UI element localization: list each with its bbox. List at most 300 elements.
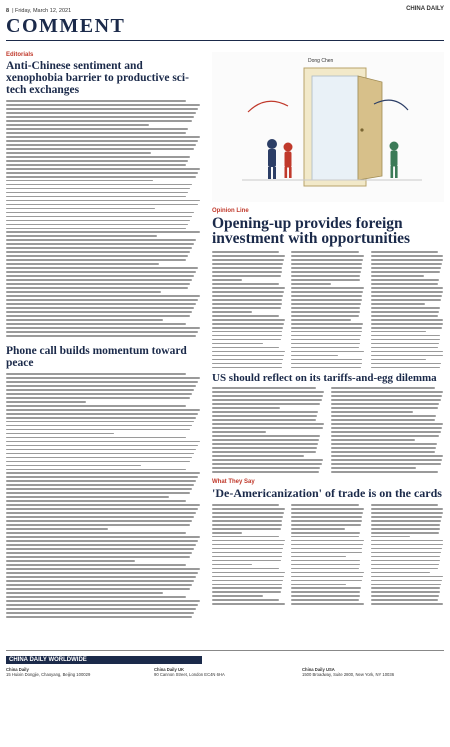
body-text-line [291,275,360,277]
body-text-line [6,568,200,570]
body-text-line [6,564,186,566]
body-text-line [291,587,361,589]
body-text-line [212,403,320,405]
body-text-line [212,439,319,441]
body-text-line [6,429,190,431]
body-text-line [331,455,443,457]
body-text-line [6,536,200,538]
body-text-line [212,343,263,345]
body-text-line [212,271,282,273]
body-text-line [6,152,151,154]
body-text-line [371,572,430,574]
body-text-line [291,303,361,305]
body-text-line [291,319,350,321]
body-text-line [291,367,361,369]
body-text-line [6,100,186,102]
body-text-line [212,455,304,457]
body-text-line [6,224,188,226]
footer-rule [6,650,444,651]
body-text-line [371,508,444,510]
body-text-line [6,220,190,222]
body-text-line [6,323,186,325]
body-text-line [371,327,442,329]
body-text-line [291,335,361,337]
footer-office-title: China Daily [6,667,29,672]
body-text-line [212,275,281,277]
body-text-line [212,504,279,506]
editorial-headline-2: Phone call builds momentum toward peace [6,344,187,369]
body-text-line [6,263,159,265]
body-text-line [371,548,442,550]
body-text-line [6,393,192,395]
body-text-line [331,451,435,453]
body-text-line [212,584,282,586]
body-text-line [291,584,346,586]
body-text-line [6,588,190,590]
body-text-line [6,120,192,122]
body-text-line [212,576,284,578]
body-text-line [212,587,282,589]
body-text-line [371,315,438,317]
body-text-line [6,192,188,194]
footer-bar: CHINA DAILY WORLDWIDE [6,656,202,664]
body-text-line [6,504,200,506]
body-text-line [6,311,192,313]
illustration-credit: Dong Chen [308,58,334,64]
body-text-line [371,311,439,313]
body-text-line [6,540,198,542]
body-text-line [6,560,135,562]
body-text-line [6,604,198,606]
body-text-line [212,431,266,433]
body-text-line [371,259,443,261]
body-text-line [291,271,361,273]
publication-name: CHINA DAILY [406,6,444,12]
body-text-line [291,528,345,530]
editorial-body-2 [6,373,202,618]
body-text-line [212,359,283,361]
body-text-line [6,480,196,482]
body-text-line [6,239,196,241]
body-text-line [371,299,441,301]
footer-office-beijing [6,667,148,677]
body-text-line [371,359,427,361]
body-text-line [371,532,439,534]
body-text-line [6,108,198,110]
body-text-line [212,331,282,333]
body-text-line [291,283,331,285]
body-text-line [212,387,316,389]
body-text-line [331,387,435,389]
footer-office-title: China Daily UK [154,667,185,672]
body-text-line [212,407,280,409]
body-text-line [371,587,441,589]
body-text-line [6,556,190,558]
body-text-line [371,524,441,526]
body-text-line [212,516,283,518]
body-text-line [6,247,192,249]
what-they-say-kicker: What They Say [212,478,255,485]
body-text-line [291,351,364,353]
body-text-line [6,104,200,106]
masthead-footer [6,656,444,742]
body-text-line [371,319,444,321]
body-text-line [6,488,192,490]
body-text-line [6,449,196,451]
body-text-line [212,295,283,297]
body-text-line [371,552,441,554]
body-text-line [6,572,198,574]
body-text-line [212,595,263,597]
body-text-line [6,279,192,281]
body-text-line [212,251,279,253]
body-text-line [212,459,323,461]
body-text-line [291,599,358,601]
body-text-line [291,339,360,341]
body-text-line [291,552,361,554]
opinion-kicker: Opinion Line [212,208,249,214]
body-text-line [212,287,285,289]
body-text-line [291,508,364,510]
body-text-line [6,596,186,598]
body-text-line [6,228,186,230]
body-text-line [6,208,155,210]
body-text-line [291,299,361,301]
illustration-image [212,52,444,202]
body-text-line [6,608,196,610]
body-text-line [6,140,198,142]
opinion-body [212,251,444,368]
body-text-line [371,255,444,257]
body-text-line [6,524,190,526]
body-text-line [6,148,194,150]
body-text-line [291,331,361,333]
page-number: 8 [6,7,10,14]
body-text-line [212,540,285,542]
body-text-line [291,536,358,538]
body-text-line [212,471,319,473]
body-text-line [6,377,200,379]
editorials-kicker: Editorials [6,52,34,58]
body-text-line [212,279,242,281]
body-text-line [212,255,285,257]
body-text-line [6,433,114,435]
body-text-line [6,295,200,297]
body-text-line [371,295,442,297]
body-text-line [291,251,358,253]
body-text-line [6,259,186,261]
body-text-line [291,603,364,605]
body-text-line [6,584,192,586]
body-text-line [331,435,439,437]
body-text-line [291,343,359,345]
body-text-line [371,568,438,570]
body-text-line [212,556,282,558]
body-text-line [331,443,437,445]
body-text-line [331,407,438,409]
body-text-line [6,319,163,321]
body-text-line [6,216,192,218]
body-text-line [6,381,198,383]
body-text-line [6,283,190,285]
body-text-line [291,568,358,570]
body-text-line [212,355,284,357]
body-text-line [291,267,361,269]
body-text-line [6,576,196,578]
body-text-line [6,413,198,415]
body-text-line [6,389,194,391]
body-text-line [6,469,186,471]
body-text-line [291,544,363,546]
body-text-line [6,453,194,455]
body-text-line [6,200,200,202]
body-text-line [371,580,442,582]
body-text-line [6,168,200,170]
body-text-line [6,180,153,182]
body-text-line [371,363,441,365]
footer-office-address: 1500 Broadway, Suite 2800, New York, NY 10036 [302,672,395,677]
body-text-line [291,279,359,281]
body-text-line [6,212,194,214]
body-text-line [331,463,441,465]
body-text-line [212,599,279,601]
body-text-line [291,595,359,597]
body-text-line [212,528,281,530]
body-text-line [371,599,438,601]
body-text-line [6,409,200,411]
body-text-line [212,451,316,453]
body-text-line [212,363,282,365]
body-text-line [212,443,318,445]
body-text-line [331,423,443,425]
body-text-line [212,291,284,293]
footer-office-address: 15 Huixin Dongjie, Chaoyang, Beijing 100029 [6,672,91,677]
body-text-line [212,536,279,538]
body-text-line [291,524,361,526]
body-text-line [212,283,279,285]
body-text-line [371,355,443,357]
body-text-line [371,556,441,558]
body-text-line [331,391,443,393]
body-text-line [291,556,345,558]
editorial-body-1 [6,100,202,337]
body-text-line [212,591,281,593]
body-text-line [212,395,323,397]
body-text-line [371,367,441,369]
body-text-line [331,427,442,429]
body-text-line [6,421,194,423]
opinion-headline: Opening-up provides foreign investment with opportunities [212,215,411,247]
body-text-line [212,391,324,393]
body-text-line [212,311,252,313]
body-text-line [291,540,364,542]
body-text-line [291,591,360,593]
footer-office-title: China Daily USA [302,667,335,672]
body-text-line [212,323,284,325]
body-text-line [371,323,443,325]
body-text-line [6,231,200,233]
body-text-line [212,335,282,337]
body-text-line [371,343,439,345]
editorial-illustration [212,52,444,202]
body-text-line [371,263,442,265]
body-text-line [212,419,316,421]
body-text-line [212,307,281,309]
body-text-line [291,580,362,582]
body-text-line [371,303,425,305]
footer-office-usa [302,667,444,677]
body-text-line [371,512,443,514]
body-text-line [212,603,285,605]
body-text-line [6,136,200,138]
body-text-line [291,355,337,357]
body-text-line [371,595,439,597]
body-text-line [6,461,190,463]
body-text-line [6,496,169,498]
body-text-line [291,363,361,365]
body-text-line [6,291,161,293]
body-text-line [291,548,362,550]
body-text-line [212,560,281,562]
body-text-line [6,335,196,337]
body-text-line [331,447,436,449]
body-text-line [6,255,188,257]
body-text-line [6,528,108,530]
body-text-line [331,459,442,461]
body-text-line [212,508,285,510]
body-text-line [331,403,439,405]
body-text-line [212,327,283,329]
body-text-line [291,291,363,293]
body-text-line [6,243,194,245]
body-text-line [212,263,283,265]
body-text-line [6,484,194,486]
body-text-line [6,176,196,178]
body-text-line [331,411,413,413]
body-text-line [371,576,443,578]
body-text-line [6,405,186,407]
body-text-line [291,576,363,578]
body-text-line [371,351,444,353]
body-text-line [212,548,283,550]
body-text-line [6,235,157,237]
body-text-line [291,295,362,297]
body-text-line [6,476,198,478]
what-they-say-headline: 'De-Americanization' of trade is on the cards [212,485,442,500]
body-text-line [371,564,439,566]
body-text-line [6,532,186,534]
body-text-line [6,128,188,130]
body-text-line [371,283,438,285]
page-header [6,6,444,15]
body-text-line [331,467,416,469]
body-text-line [331,431,441,433]
tariff-headline: US should reflect on its tariffs-and-egg dilemma [212,372,437,385]
body-text-line [331,439,415,441]
body-text-line [371,251,438,253]
body-text-line [6,184,192,186]
body-text-line [6,612,194,614]
body-text-line [212,299,282,301]
body-text-line [6,472,200,474]
body-text-line [371,331,426,333]
body-text-line [371,347,438,349]
body-text-line [6,164,186,166]
editorials-column [6,52,202,618]
body-text-line [371,504,438,506]
body-text-line [212,564,252,566]
body-text-line [291,560,360,562]
body-text-line [6,144,196,146]
body-text-line [6,132,186,134]
body-text-line [291,315,358,317]
body-text-line [291,520,361,522]
body-text-line [6,188,190,190]
body-text-line [212,315,279,317]
body-text-line [212,411,318,413]
body-text-line [6,307,194,309]
body-text-line [6,112,196,114]
body-text-line [6,116,194,118]
body-text-line [212,467,320,469]
body-text-line [331,399,441,401]
body-text-line [371,560,440,562]
body-text-line [6,441,200,443]
body-text-line [212,367,282,369]
body-text-line [371,528,440,530]
body-text-line [291,311,359,313]
editorial-headline-1: Anti-Chinese sentiment and xenophobia barrier to productive sci-tech exchanges [6,60,189,96]
body-text-line [371,584,441,586]
body-text-line [6,303,196,305]
body-text-line [6,437,186,439]
body-text-line [6,417,196,419]
body-text-line [212,415,317,417]
body-text-line [212,339,281,341]
body-text-line [6,457,192,459]
body-text-line [6,600,200,602]
body-text-line [371,271,441,273]
body-text-line [212,524,282,526]
body-text-line [6,445,198,447]
body-text-line [291,287,364,289]
body-text-line [6,287,188,289]
body-text-line [6,251,190,253]
body-text-line [291,327,362,329]
body-text-line [331,395,442,397]
body-text-line [6,580,194,582]
body-text-line [371,516,442,518]
body-text-line [212,552,282,554]
body-text-line [212,347,279,349]
body-text-line [6,315,190,317]
body-text-line [212,319,285,321]
body-text-line [371,287,444,289]
body-text-line [371,279,439,281]
body-text-line [212,351,285,353]
body-text-line [371,267,441,269]
body-text-line [291,263,362,265]
body-text-line [331,419,435,421]
opinion-column [212,52,444,605]
body-text-line [371,591,440,593]
section-rule [6,40,444,41]
body-text-line [371,536,411,538]
body-text-line [6,520,192,522]
footer-office-uk [154,667,296,677]
body-text-line [212,427,323,429]
body-text-line [331,471,438,473]
